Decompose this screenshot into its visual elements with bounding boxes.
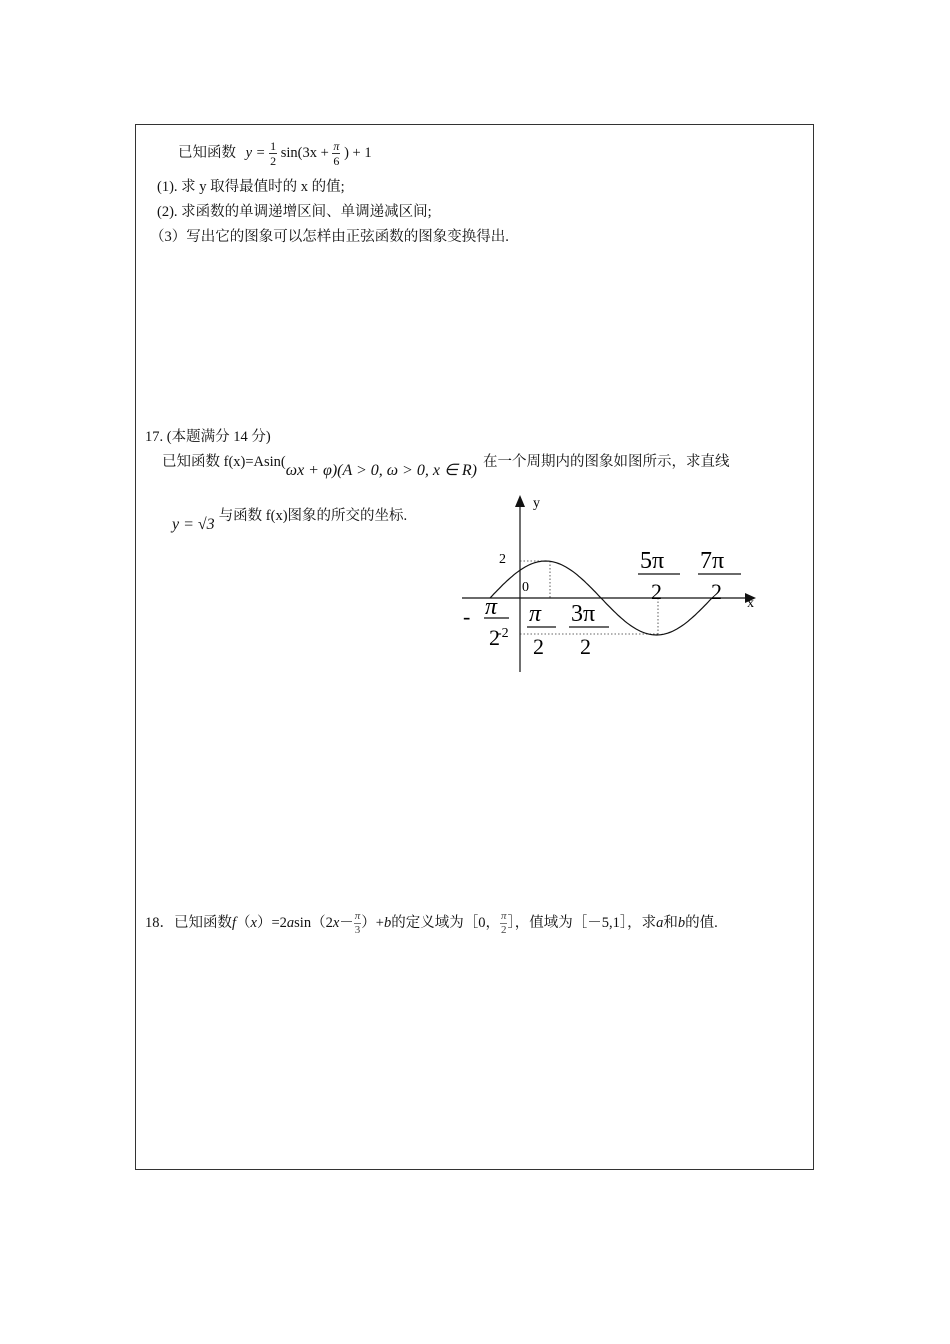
q16-mid: sin(3x + bbox=[280, 144, 329, 161]
q18-range: ］，值域为［－5,1］，求 bbox=[507, 914, 657, 931]
tick-5pi-den: 2 bbox=[651, 579, 662, 604]
q18-intro: 18．已知函数 bbox=[145, 914, 232, 931]
q18-paren-open: （ bbox=[236, 914, 251, 931]
q17-line2-b: 与函数 f(x)图象的所交的坐标. bbox=[218, 508, 408, 524]
q17-line1-a: 已知函数 f(x)=Asin( bbox=[162, 454, 286, 470]
q18-a2: a bbox=[656, 914, 664, 931]
q16-part-2: (2). 求函数的单调递增区间、单调递减区间; bbox=[157, 204, 432, 220]
q18-f: f bbox=[232, 914, 237, 931]
q17-line1-b: 在一个周期内的图象如图所示，求直线 bbox=[482, 454, 730, 470]
q16-part-1: (1). 求 y 取得最值时的 x 的值; bbox=[157, 179, 345, 195]
q18-domain: 的定义域为［0， bbox=[391, 914, 500, 931]
q16-part-3: （3）写出它的图象可以怎样由正弦函数的图象变换得出. bbox=[150, 229, 509, 245]
tick-3pi-den: 2 bbox=[580, 634, 591, 659]
frac-num: π bbox=[354, 910, 361, 922]
y-axis-arrow bbox=[515, 495, 525, 507]
frac-den: 3 bbox=[354, 924, 361, 936]
max-label: 2 bbox=[499, 552, 506, 567]
y-axis-label: y bbox=[533, 496, 540, 511]
tick-7pi-num: 7π bbox=[700, 548, 725, 574]
tick-pi-num: π bbox=[529, 601, 542, 627]
q18-b2: b bbox=[677, 914, 686, 931]
tick-neg-pi-den: 2 bbox=[489, 625, 500, 650]
q18-x: x bbox=[250, 914, 257, 931]
q16-tail: ) + 1 bbox=[344, 144, 372, 161]
q18-x2: x bbox=[332, 914, 340, 931]
q18-a: a bbox=[286, 914, 295, 931]
q18-line bbox=[145, 911, 718, 936]
q18-end: 的值. bbox=[685, 914, 718, 931]
frac-num: π bbox=[333, 139, 340, 153]
q18-eq: ）=2 bbox=[256, 914, 287, 931]
q17-title: 17. (本题满分 14 分) bbox=[145, 429, 271, 445]
q16-lhs: y = bbox=[245, 144, 266, 161]
x-axis-label: x bbox=[747, 596, 754, 611]
q17-line1-math: ωx + φ)(A > 0, ω > 0, x ∈ R) bbox=[285, 462, 477, 479]
minus-sign: - bbox=[463, 604, 471, 629]
min-label: -2 bbox=[497, 626, 509, 641]
q18-and: 和 bbox=[663, 914, 678, 931]
q18-b: b bbox=[383, 914, 392, 931]
q16-intro: 已知函数 bbox=[178, 144, 236, 161]
frac-den: 6 bbox=[333, 154, 340, 168]
frac-num: 1 bbox=[270, 139, 277, 153]
frac-num: π bbox=[500, 910, 507, 922]
tick-pi-den: 2 bbox=[533, 634, 544, 659]
frac-den: 2 bbox=[500, 924, 507, 936]
frac-den: 2 bbox=[270, 154, 277, 168]
tick-5pi-num: 5π bbox=[640, 548, 665, 574]
q18-plus: ）+ bbox=[361, 914, 384, 931]
q17-line2-math: y = √3 bbox=[172, 516, 215, 533]
tick-3pi-num: 3π bbox=[571, 601, 596, 627]
q18-minus: － bbox=[339, 914, 354, 931]
origin-label: 0 bbox=[522, 580, 529, 595]
tick-neg-pi-num: π bbox=[485, 594, 498, 620]
q18-sin: sin（2 bbox=[294, 914, 333, 931]
tick-7pi-den: 2 bbox=[711, 579, 722, 604]
